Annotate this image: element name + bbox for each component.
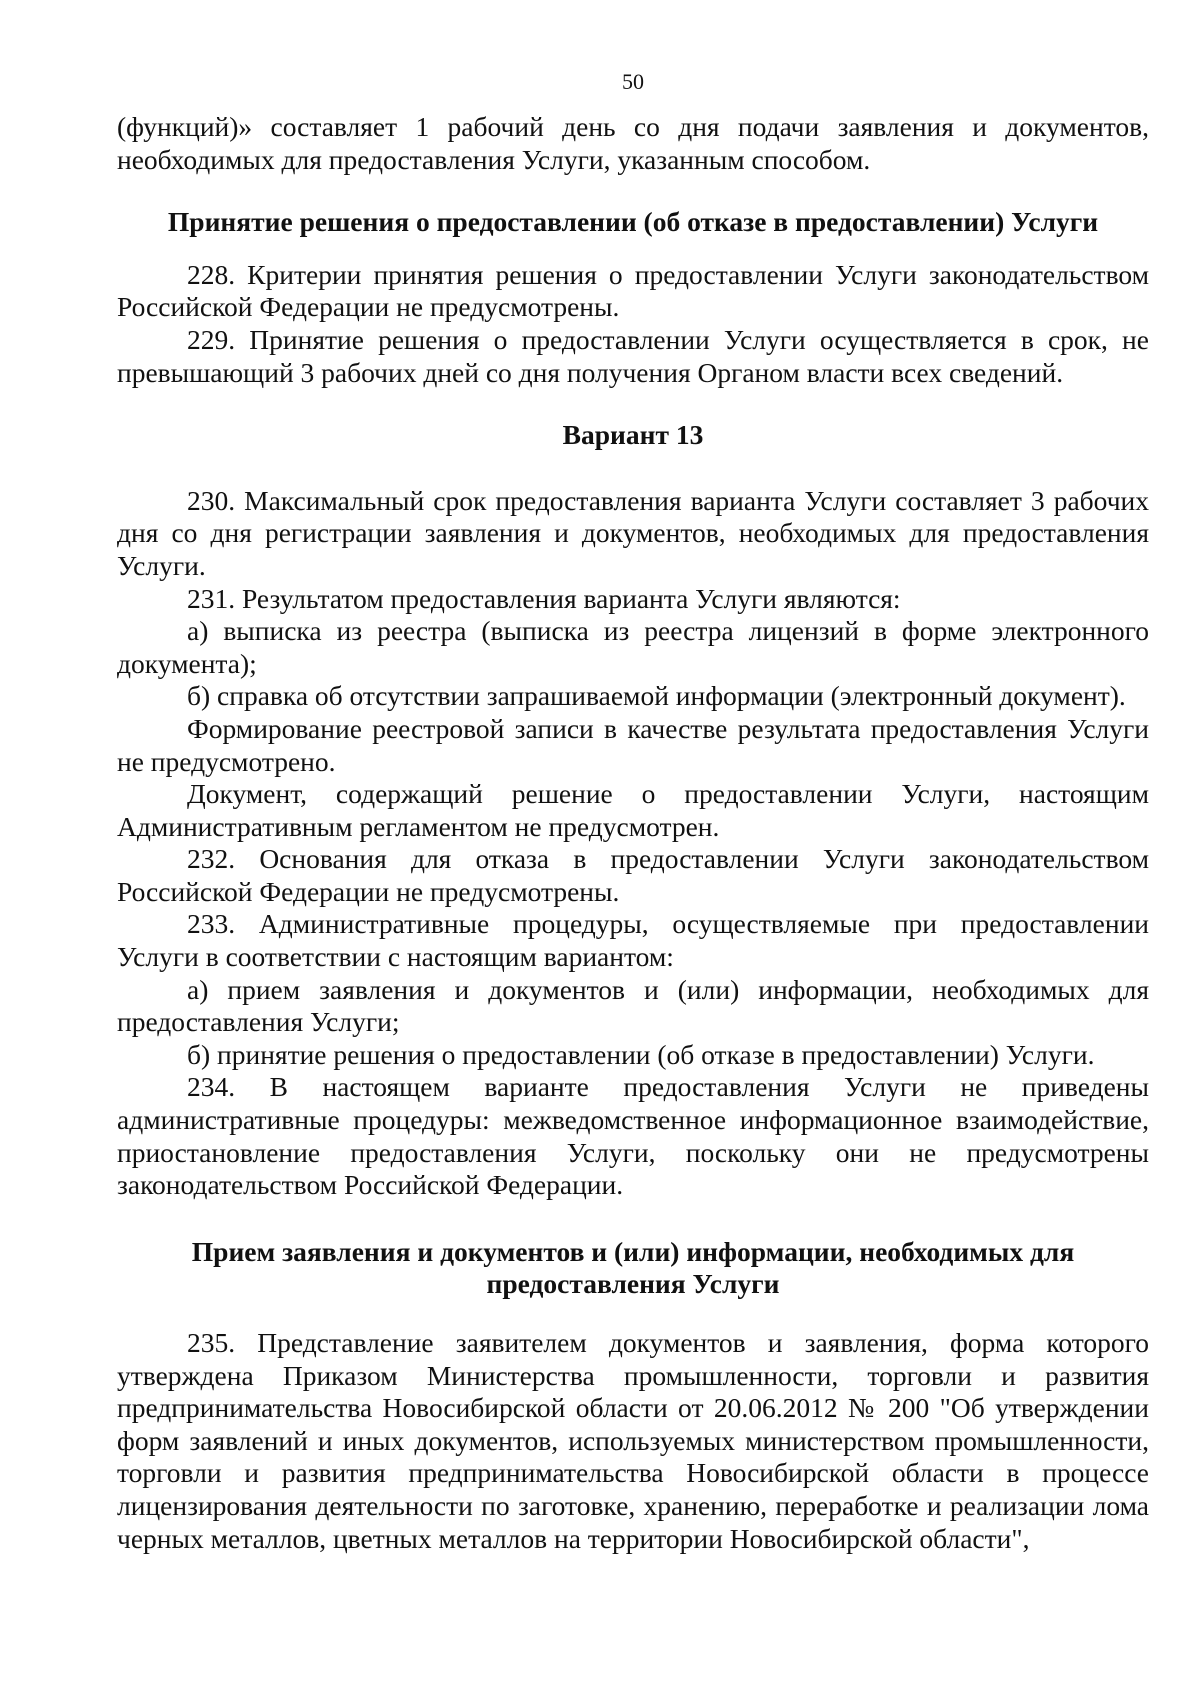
list-item-a: а) выписка из реестра (выписка из реестра лицензий в форме электронного документа); <box>117 615 1149 679</box>
paragraph-registry-record: Формирование реестровой записи в качестве результата предоставления Услуги не предусмотрено. <box>117 712 1149 777</box>
paragraph-decision-document: Документ, содержащий решение о предоставлении Услуги, настоящим Административным регламентом не предусмотрен. <box>117 778 1149 842</box>
section-heading-variant: Вариант 13 <box>562 419 704 451</box>
list-item-a: а) прием заявления и документов и (или) информации, необходимых для предоставления Услуги; <box>117 973 1149 1038</box>
continuation-paragraph: (функций)» составляет 1 рабочий день со дня подачи заявления и документов, необходимых для предоставления Услуги, указанным способом. <box>117 111 1149 175</box>
paragraph-235: 235. Представление заявителем документов и заявления, форма которого утверждена Приказом Министерства промышленности, торговли и развития предпринимательства Новосибирской области от 20.06.2012 № 200 "Об утверждении форм заявлений и иных документов, используемых министерством промышленности, торговли и развития предпринимательства Новосибирской области в процессе лицензирования деятельности по заготовке, хранению, переработке и реализации лома черных металлов, цветных металлов на территории Новосибирской области", <box>117 1327 1149 1554</box>
paragraph-234: 234. В настоящем варианте предоставления Услуги не приведены административные процедуры: межведомственное информационное взаимодействие, приостановление предоставления Услуги, поскольку они не предусмотрены законодательством Российской Федерации. <box>117 1071 1149 1201</box>
list-item-b: б) принятие решения о предоставлении (об отказе в предоставлении) Услуги. <box>187 1038 1095 1070</box>
page-number: 50 <box>622 69 644 94</box>
list-item-b: б) справка об отсутствии запрашиваемой информации (электронный документ). <box>187 680 1126 712</box>
document-body <box>117 111 1149 1555</box>
paragraph-228: 228. Критерии принятия решения о предоставлении Услуги законодательством Российской Федерации не предусмотрены. <box>117 258 1149 323</box>
section-heading-reception <box>117 1236 1149 1301</box>
section-heading-decision: Принятие решения о предоставлении (об отказе в предоставлении) Услуги <box>167 206 1099 238</box>
paragraph-229: 229. Принятие решения о предоставлении Услуги осуществляется в срок, не превышающий 3 рабочих дней со дня получения Органом власти всех сведений. <box>117 323 1149 388</box>
paragraph-233: 233. Административные процедуры, осуществляемые при предоставлении Услуги в соответствии с настоящим вариантом: <box>117 908 1149 973</box>
heading-line: предоставления Услуги <box>486 1268 780 1300</box>
paragraph-232: 232. Основания для отказа в предоставлении Услуги законодательством Российской Федерации не предусмотрены. <box>117 843 1149 907</box>
heading-line: Прием заявления и документов и (или) информации, необходимых для <box>191 1235 1075 1267</box>
paragraph-231: 231. Результатом предоставления варианта Услуги являются: <box>187 582 901 614</box>
paragraph-230: 230. Максимальный срок предоставления варианта Услуги составляет 3 рабочих дня со дня регистрации заявления и документов, необходимых для предоставления Услуги. <box>117 484 1149 581</box>
